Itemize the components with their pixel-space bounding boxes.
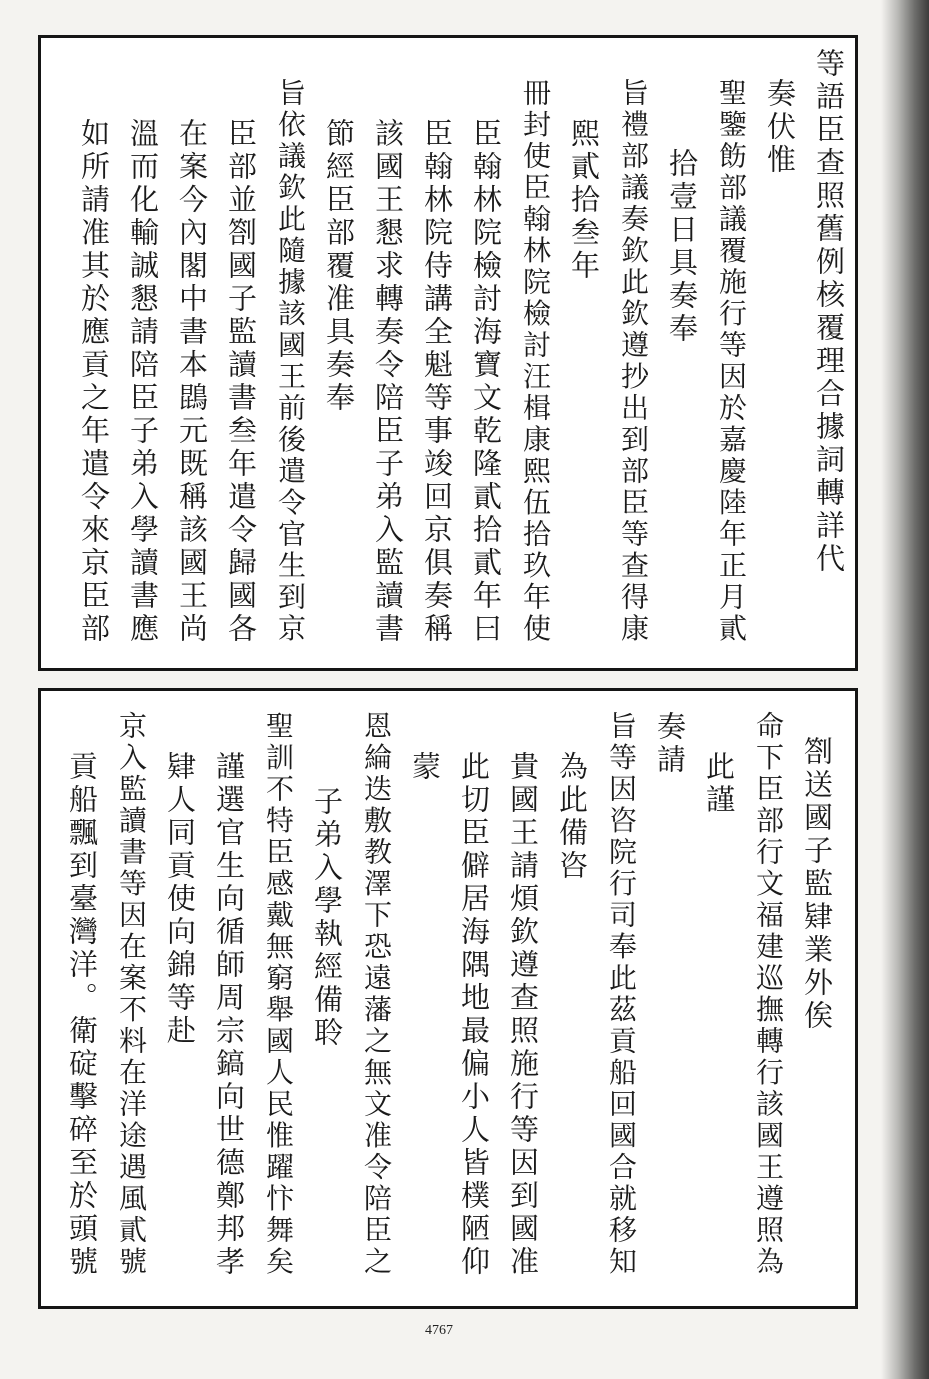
text-column: 謹選官生向循師周宗鎬向世德鄭邦孝: [212, 751, 246, 1279]
text-column: 臣翰林院侍講全魁等事竣回京俱奏稱: [420, 118, 454, 646]
text-column: 京入監讀書等因在案不料在洋途遇風貳號: [115, 711, 148, 1278]
text-column: 肄人同貢使向錦等赴: [163, 751, 197, 1048]
book-binding-shadow: [881, 0, 929, 1379]
text-column: 節經臣部覆准具奏奉: [322, 118, 356, 415]
text-column: 奏伏惟: [763, 78, 797, 177]
text-column: 劄送國子監肄業外俟: [800, 736, 834, 1033]
text-column: 子弟入學執經備聆: [310, 786, 344, 1050]
text-column: 恩綸迭敷教澤下恐遠藩之無文准令陪臣之: [360, 711, 393, 1278]
text-column: 聖鑒飭部議覆施行等因於嘉慶陸年正月貳: [715, 78, 748, 645]
page-number: 4767: [425, 1323, 453, 1338]
text-column: 蒙: [408, 751, 442, 784]
text-column: 如所請准其於應貢之年遣令來京臣部: [77, 118, 111, 646]
text-column: 旨依議欽此隨據該國王前後遣令官生到京: [274, 78, 307, 645]
text-column: 溫而化輸誠懇請陪臣子弟入學讀書應: [126, 118, 160, 646]
text-column: 旨等因咨院行司奉此茲貢船回國合就移知: [605, 711, 638, 1278]
bottom-text-panel: [38, 688, 858, 1309]
text-column: 貢船飄到臺灣洋。衛碇擊碎至於頭號: [65, 751, 99, 1279]
text-column: 冊封使臣翰林院檢討汪楫康熙伍拾玖年使: [519, 78, 552, 645]
text-column: 此謹: [702, 751, 736, 817]
text-column: 熙貳拾叁年: [567, 118, 601, 283]
text-column: 為此備咨: [555, 751, 589, 883]
text-column: 拾壹日具奏奉: [665, 148, 699, 346]
top-text-panel: [38, 35, 858, 671]
text-column: 該國王懇求轉奏令陪臣子弟入監讀書: [371, 118, 405, 646]
text-column: 等語臣查照舊例核覆理合據詞轉詳代: [812, 48, 846, 576]
text-column: 貴國王請煩欽遵查照施行等因到國准: [506, 751, 540, 1279]
text-column: 臣翰林院檢討海寶文乾隆貳拾貳年曰: [469, 118, 503, 646]
text-column: 奏請: [653, 711, 687, 777]
text-column: 旨禮部議奏欽此欽遵抄出到部臣等查得康: [617, 78, 650, 645]
text-column: 此切臣僻居海隅地最偏小人皆樸陋仰: [457, 751, 491, 1279]
text-column: 臣部並劄國子監讀書叁年遣令歸國各: [224, 118, 258, 646]
text-column: 命下臣部行文福建巡撫轉行該國王遵照為: [752, 711, 785, 1278]
text-column: 聖訓不特臣感戴無窮舉國人民惟躍忭舞矣: [262, 711, 295, 1278]
text-column: 在案今內閣中書本鵾元既稱該國王尚: [175, 118, 209, 646]
